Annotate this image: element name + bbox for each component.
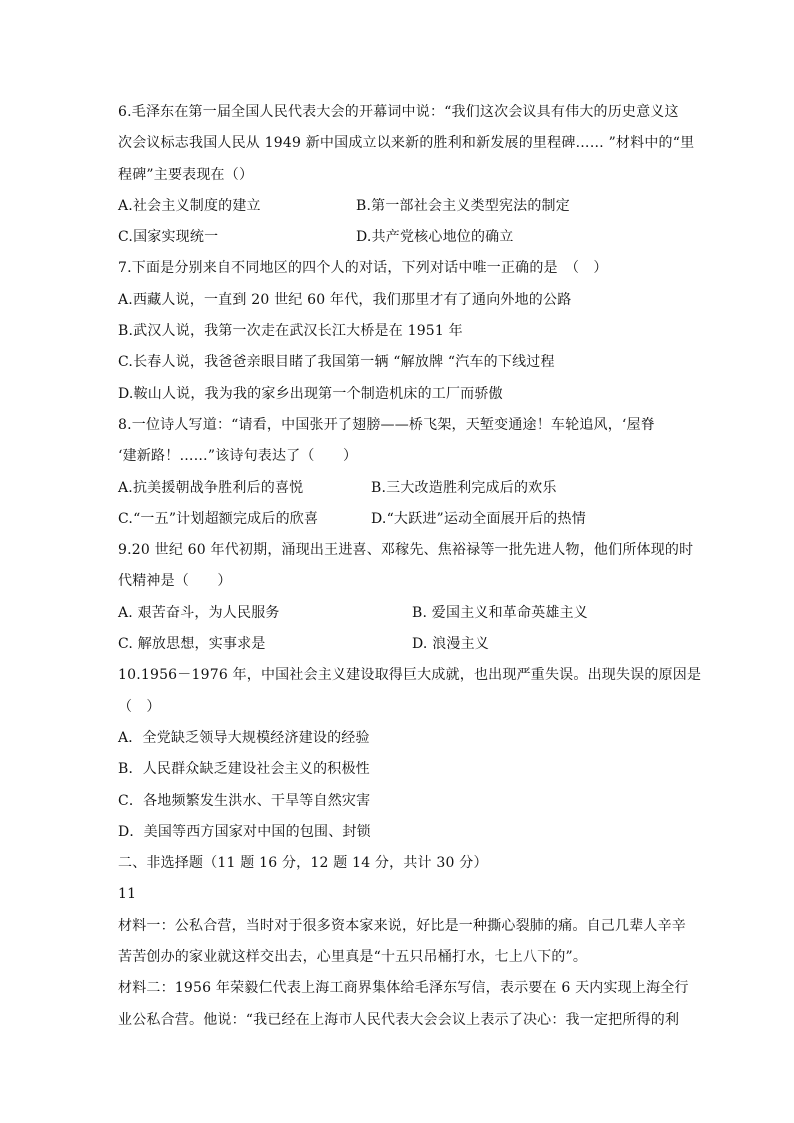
question-number: 11 — [118, 886, 137, 903]
question-6 — [118, 97, 695, 253]
material-text: 业公私合营。他说：“我已经在上海市人民代表大会会议上表示了决心：我一定把所得的利 — [118, 1011, 680, 1028]
question-8 — [118, 410, 678, 535]
option-d: D.共产党核心地位的确立 — [356, 229, 514, 246]
material-text: 苦苦创办的家业就这样交出去，心里真是“十五只吊桶打水，七上八下的”。 — [118, 949, 588, 966]
question-stem: 8.一位诗人写道：“请看，中国张开了翅膀——桥飞架，天堑变通途！车轮追风，‘屋脊 — [118, 416, 655, 433]
option-b: B.武汉人说，我第一次走在武汉长江大桥是在 1951 年 — [118, 323, 463, 340]
question-stem: 10.1956－1976 年，中国社会主义建设取得巨大成就，也出现严重失误。出现失误的原因是 — [118, 667, 702, 684]
option-a: A.社会主义制度的建立 — [118, 197, 261, 214]
question-stem: 程碑”主要表现在（） — [118, 166, 254, 183]
option-a: A．全党缺乏领导大规模经济建设的经验 — [118, 729, 370, 746]
option-d: D.“大跃进”运动全面展开后的热情 — [371, 510, 586, 527]
option-row — [118, 629, 678, 660]
option-a: A.抗美援朝战争胜利后的喜悦 — [118, 479, 304, 496]
question-9 — [118, 535, 694, 660]
question-stem: 9.20 世纪 60 年代初期，涌现出王进喜、邓稼先、焦裕禄等一批先进人物，他们所体现的时 — [118, 542, 694, 559]
section-heading: 二、非选择题（11 题 16 分，12 题 14 分，共计 30 分） — [118, 855, 488, 872]
option-c: C.长春人说，我爸爸亲眼目睹了我国第一辆 “解放牌 “汽车的下线过程 — [118, 354, 555, 371]
option-row — [118, 473, 678, 504]
option-b: B.三大改造胜利完成后的欢乐 — [371, 479, 557, 496]
question-stem: ‘建新路！……”该诗句表达了（ ） — [118, 448, 358, 465]
option-row — [118, 598, 678, 629]
exam-page — [118, 97, 702, 1036]
option-d: D．美国等西方国家对中国的包围、封锁 — [118, 823, 371, 840]
question-stem: 6.毛泽东在第一届全国人民代表大会的开幕词中说：“我们这次会议具有伟大的历史意义这 — [118, 104, 679, 120]
option-row — [118, 504, 678, 535]
option-d: D.鞍山人说，我为我的家乡出现第一个制造机床的工厂而骄傲 — [118, 385, 503, 402]
option-c: C．各地频繁发生洪水、干旱等自然灾害 — [118, 792, 371, 809]
option-b: B.第一部社会主义类型宪法的制定 — [356, 197, 570, 214]
material-text: 材料二：1956 年荣毅仁代表上海工商界集体给毛泽东写信，表示要在 6 天内实现上海全行 — [118, 980, 689, 997]
option-a: A.西藏人说，一直到 20 世纪 60 年代，我们那里才有了通向外地的公路 — [118, 291, 572, 308]
question-stem: 代精神是（ ） — [118, 573, 232, 590]
option-row — [118, 191, 678, 222]
question-10 — [118, 660, 702, 848]
option-row — [118, 222, 678, 253]
option-d: D. 浪漫主义 — [412, 636, 490, 653]
option-b: B. 爱国主义和革命英雄主义 — [412, 604, 588, 621]
question-7 — [118, 253, 678, 409]
question-stem: （ ） — [118, 698, 161, 715]
option-c: C.国家实现统一 — [118, 229, 219, 246]
material-text: 材料一：公私合营，当时对于很多资本家来说，好比是一种撕心裂肺的痛。自己几辈人辛辛 — [118, 917, 686, 934]
question-stem: 7.下面是分别来自不同地区的四个人的对话，下列对话中唯一正确的是 （ ） — [118, 260, 608, 277]
option-c: C. 解放思想，实事求是 — [118, 636, 266, 653]
option-c: C.“一五”计划超额完成后的欣喜 — [118, 510, 319, 527]
option-b: B．人民群众缺乏建设社会主义的积极性 — [118, 761, 370, 778]
option-a: A. 艰苦奋斗，为人民服务 — [118, 604, 280, 621]
question-11 — [118, 879, 689, 1035]
question-stem: 次会议标志我国人民从 1949 新中国成立以来新的胜利和新发展的里程碑…… ”材料中的“里 — [118, 135, 695, 152]
